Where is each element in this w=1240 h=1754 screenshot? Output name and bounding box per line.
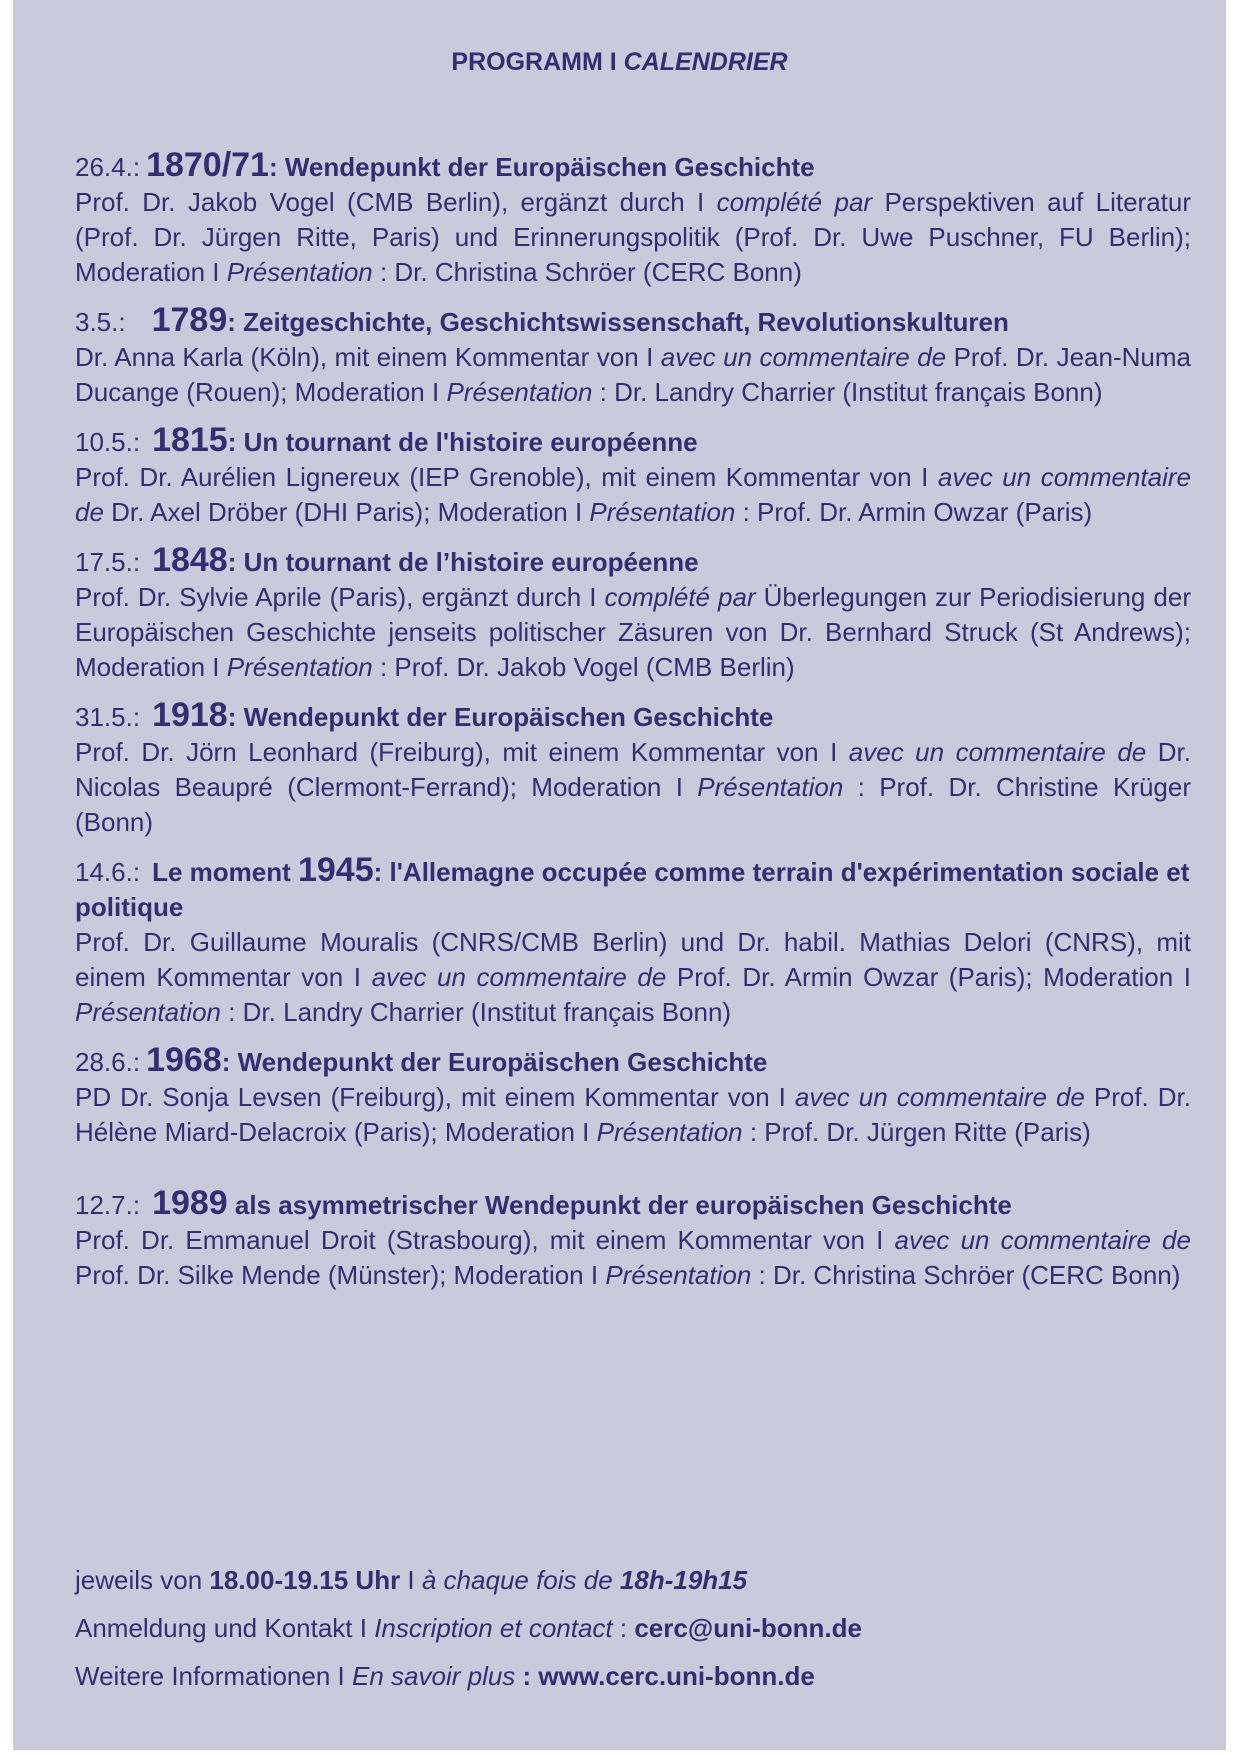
french-phrase: Présentation [226, 257, 373, 287]
french-phrase: Présentation [596, 1117, 743, 1147]
event-item [75, 1043, 1191, 1150]
description-text: Prof. Dr. Hélène Miard-Delacroix (Paris); Moderation I [75, 1082, 1191, 1147]
description-text: Prof. Dr. Emmanuel Droit (Strasbourg), mit einem Kommentar von I [75, 1225, 895, 1255]
event-date: 31.5.: [75, 702, 141, 732]
description-text: Prof. Dr. Aurélien Lignereux (IEP Grenoble), mit einem Kommentar von I [75, 462, 938, 492]
french-phrase: complété par [604, 582, 756, 612]
description-text: Dr. Axel Dröber (DHI Paris); Moderation I [103, 497, 590, 527]
event-description [75, 460, 1191, 530]
description-text: : Dr. Landry Charrier (Institut français Bonn) [220, 997, 732, 1027]
description-text: : Prof. Dr. Jakob Vogel (CMB Berlin) [372, 652, 795, 682]
contact-label-fr: Inscription et contact [374, 1613, 613, 1643]
event-heading [75, 423, 1191, 460]
event-item [75, 698, 1191, 840]
french-phrase: avec un commentaire de [894, 1225, 1191, 1255]
french-phrase: avec un commentaire de [371, 962, 667, 992]
event-date: 10.5.: [75, 427, 141, 457]
description-text: Perspektiven auf Literatur (Prof. Dr. Jürgen Ritte, Paris) und Erinnerungspolitik (Prof. Dr. Uwe Puschner, FU Berlin); Moderation I [75, 187, 1191, 287]
description-text: Prof. Dr. Jean-Numa Ducange (Rouen); Moderation I [75, 342, 1191, 407]
french-phrase: avec un commentaire de [848, 737, 1147, 767]
french-phrase: Présentation [589, 497, 736, 527]
description-text: Dr. Nicolas Beaupré (Clermont-Ferrand); Moderation I [75, 737, 1191, 802]
program-page [13, 0, 1226, 1750]
description-text: Prof. Dr. Jörn Leonhard (Freiburg), mit einem Kommentar von I [75, 737, 849, 767]
contact-email-link[interactable]: cerc@uni-bonn.de [634, 1613, 862, 1643]
schedule-prefix-fr: à chaque fois de [421, 1565, 620, 1595]
description-text: Überlegungen zur Periodisierung der Europäischen Geschichte jenseits politischer Zäsuren von Dr. Bernhard Struck (St Andrews); Moderation I [75, 582, 1191, 682]
schedule-prefix-de: jeweils von [75, 1565, 210, 1595]
description-text: PD Dr. Sonja Levsen (Freiburg), mit einem Kommentar von I [75, 1082, 795, 1112]
event-title-prefix: Le moment [152, 857, 298, 887]
schedule-separator: I [400, 1565, 422, 1595]
event-title: als asymmetrischer Wendepunkt der europäischen Geschichte [227, 1190, 1012, 1220]
event-heading [75, 1043, 1191, 1080]
french-phrase: Présentation [226, 652, 373, 682]
description-text: Dr. Anna Karla (Köln), mit einem Kommentar von I [75, 342, 661, 372]
info-label-fr: En savoir plus [352, 1661, 516, 1691]
contact-label-de: Anmeldung und Kontakt I [75, 1613, 375, 1643]
event-year: 1989 [152, 1184, 228, 1222]
french-phrase: Présentation [605, 1260, 752, 1290]
event-year: 1968 [146, 1041, 222, 1079]
event-heading [75, 303, 1191, 340]
title-separator: I [609, 48, 617, 76]
french-phrase: Présentation [75, 997, 221, 1027]
event-year: 1918 [152, 696, 228, 734]
description-text: : Dr. Landry Charrier (Institut français Bonn) [592, 377, 1103, 407]
title-de: PROGRAMM [451, 48, 603, 76]
event-description [75, 185, 1191, 290]
info-line [75, 1659, 1191, 1694]
schedule-time-de: 18.00-19.15 Uhr [209, 1565, 401, 1595]
event-title: : Wendepunkt der Europäischen Geschichte [227, 702, 774, 732]
event-date: 17.5.: [75, 547, 141, 577]
schedule-time-fr: 18h-19h15 [619, 1565, 748, 1595]
event-item [75, 423, 1191, 530]
event-date: 26.4.: [75, 152, 141, 182]
event-year: 1848 [152, 541, 228, 579]
event-description [75, 580, 1191, 685]
event-description [75, 735, 1191, 840]
event-heading [75, 698, 1191, 735]
event-heading [75, 1186, 1191, 1223]
french-phrase: Présentation [697, 772, 844, 802]
french-phrase: avec un commentaire de [75, 462, 1191, 527]
website-link[interactable]: www.cerc.uni-bonn.de [538, 1661, 815, 1691]
event-title: : Wendepunkt der Europäischen Geschichte [221, 1047, 768, 1077]
french-phrase: complété par [716, 187, 873, 217]
description-text: : Prof. Dr. Armin Owzar (Paris) [735, 497, 1093, 527]
event-title: : Wendepunkt der Europäischen Geschichte [268, 152, 815, 182]
info-colon: : [515, 1661, 539, 1691]
contact-line [75, 1611, 1191, 1646]
french-phrase: avec un commentaire de [660, 342, 947, 372]
description-text: Prof. Dr. Silke Mende (Münster); Moderation I [75, 1260, 606, 1290]
event-heading [75, 853, 1191, 925]
event-heading [75, 543, 1191, 580]
event-title: : Zeitgeschichte, Geschichtswissenschaft, Revolutionskulturen [227, 307, 1009, 337]
french-phrase: avec un commentaire de [794, 1082, 1085, 1112]
description-text: : Dr. Christina Schröer (CERC Bonn) [372, 257, 802, 287]
event-heading [75, 148, 1191, 185]
event-item [75, 148, 1191, 290]
description-text: Prof. Dr. Guillaume Mouralis (CNRS/CMB Berlin) und Dr. habil. Mathias Delori (CNRS), mit einem Kommentar von I [75, 927, 1191, 992]
description-text: : Prof. Dr. Christine Krüger (Bonn) [75, 772, 1191, 837]
event-list [75, 148, 1191, 1306]
description-text: : Prof. Dr. Jürgen Ritte (Paris) [742, 1117, 1091, 1147]
event-year: 1815 [152, 421, 228, 459]
schedule-line [75, 1563, 1191, 1598]
event-item [75, 853, 1191, 1030]
event-description [75, 340, 1191, 410]
event-year: 1945 [297, 851, 374, 889]
description-text: Prof. Dr. Sylvie Aprile (Paris), ergänzt durch I [75, 582, 605, 612]
event-year: 1870/71 [146, 146, 269, 184]
info-label-de: Weitere Informationen I [75, 1661, 352, 1691]
event-title: : Un tournant de l'histoire européenne [227, 427, 698, 457]
title-fr: CALENDRIER [623, 48, 788, 76]
event-item [75, 1186, 1191, 1293]
page-title [13, 48, 1226, 77]
event-description [75, 1080, 1191, 1150]
contact-colon: : [612, 1613, 635, 1643]
event-title: : Un tournant de l’histoire européenne [227, 547, 699, 577]
event-date: 12.7.: [75, 1190, 141, 1220]
description-text: Prof. Dr. Armin Owzar (Paris); Moderation I [666, 962, 1191, 992]
description-text: : Dr. Christina Schröer (CERC Bonn) [751, 1260, 1181, 1290]
footer-info [75, 1563, 1191, 1707]
event-title: : l'Allemagne occupée comme terrain d'expérimentation sociale et politique [75, 857, 1190, 922]
description-text: Prof. Dr. Jakob Vogel (CMB Berlin), ergänzt durch I [75, 187, 717, 217]
event-item [75, 303, 1191, 410]
event-date: 14.6.: [75, 857, 141, 887]
french-phrase: Présentation [446, 377, 593, 407]
event-description [75, 1223, 1191, 1293]
event-description [75, 925, 1191, 1030]
event-date: 3.5.: [75, 307, 126, 337]
event-item [75, 543, 1191, 685]
event-year: 1789 [151, 301, 228, 339]
event-date: 28.6.: [75, 1047, 141, 1077]
